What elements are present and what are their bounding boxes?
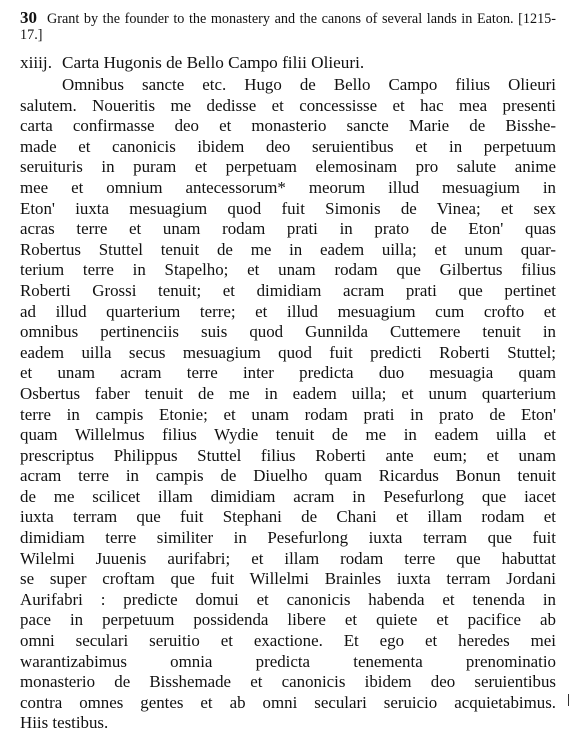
body-line: contra omnes gentes et ab omni seculari seruicio acquietabimus. xyxy=(20,692,556,712)
body-line: Aurifabri : predicte domui et canonicis habenda et tenenda in xyxy=(20,589,556,609)
body-line: made et canonicis ibidem deo seruientibus et in perpetuum xyxy=(20,136,556,156)
body-line: mee et omnium antecessorum* meorum illud mesuagium in xyxy=(20,177,556,197)
body-line: warantizabimus omnia predicta tenementa prenominatio xyxy=(20,651,556,671)
body-line: eadem uilla secus mesuagium quod fuit predicti Roberti Stuttel; xyxy=(20,342,556,362)
body-line: Hiis testibus. xyxy=(20,713,109,733)
body-line: acras terre et unam rodam prati in prato de Eton' quas xyxy=(20,219,556,239)
body-line: seruituris in puram et perpetuam elemosinam pro salute anime xyxy=(20,157,556,177)
body-line: se super croftam que fuit Willelmi Brainles iuxta terram Jordani xyxy=(20,569,556,589)
entry-header-text: Grant by the founder to the monastery and the canons of several lands in Eaton. [1215-17.] xyxy=(20,11,556,43)
body-line: omnibus pertinenciis suis quod Gunnilda Cuttemere tenuit in xyxy=(20,322,556,342)
body-line: Robertus Stuttel tenuit de me in eadem uilla; et unum quar- xyxy=(20,239,556,259)
body-line: Osbertus faber tenuit de me in eadem uilla; et unum quarterium xyxy=(20,383,556,403)
body-line: acram terre in campis de Diuelho quam Ricardus Bonun tenuit xyxy=(20,466,556,486)
body-line: prescriptus Philippus Stuttel filius Roberti ante eum; et unam xyxy=(20,445,556,465)
body-line: quam Willelmus filius Wydie tenuit de me in eadem uilla et xyxy=(20,425,556,445)
entry-number: 30 xyxy=(20,8,37,27)
entry-header xyxy=(20,10,556,43)
body-line: carta confirmasse deo et monasterio sancte Marie de Bisshe- xyxy=(20,116,556,136)
body-line: Roberti Grossi tenuit; et dimidiam acram prati que pertinet xyxy=(20,280,556,300)
body-line: terium terre in Stapelho; et unam rodam que Gilbertus filius xyxy=(20,260,556,280)
charter-number: xiiij. xyxy=(20,53,52,72)
body-line: monasterio de Bisshemade et canonicis ibidem deo seruientibus xyxy=(20,672,556,692)
body-line: dimidiam terre similiter in Pesefurlong iuxta terram que fuit xyxy=(20,528,556,548)
body-line: Eton' iuxta mesuagium quod fuit Simonis de Vinea; et sex xyxy=(20,198,556,218)
body-line: et unam acram terre inter predicta duo mesuagia quam xyxy=(20,363,556,383)
charter-title: Carta Hugonis de Bello Campo filii Olieuri. xyxy=(62,53,365,72)
document-page xyxy=(20,10,556,734)
body-line: Wilelmi Juuenis aurifabri; et illam rodam terre que habuttat xyxy=(20,548,556,568)
body-line: omni seculari seruitio et exactione. Et ego et heredes mei xyxy=(20,631,556,651)
body-line: de me scilicet illam dimidiam acram in Pesefurlong que iacet xyxy=(20,486,556,506)
body-line: ad illud quarterium terre; et illud mesuagium cum crofto et xyxy=(20,301,556,321)
body-line: terre in campis Etonie; et unam rodam prati in prato de Eton' xyxy=(20,404,556,424)
body-line: Omnibus sancte etc. Hugo de Bello Campo filius Olieuri xyxy=(62,75,556,94)
body-line: pace in perpetuum possidenda libere et quiete et pacifice ab xyxy=(20,610,556,630)
charter-heading xyxy=(20,53,556,73)
body-line: iuxta terram que fuit Stephani de Chani et illam rodam et xyxy=(20,507,556,527)
margin-mark xyxy=(568,694,569,706)
charter-body xyxy=(20,75,556,734)
body-line: salutem. Noueritis me dedisse et concessisse et hac mea presenti xyxy=(20,95,556,115)
